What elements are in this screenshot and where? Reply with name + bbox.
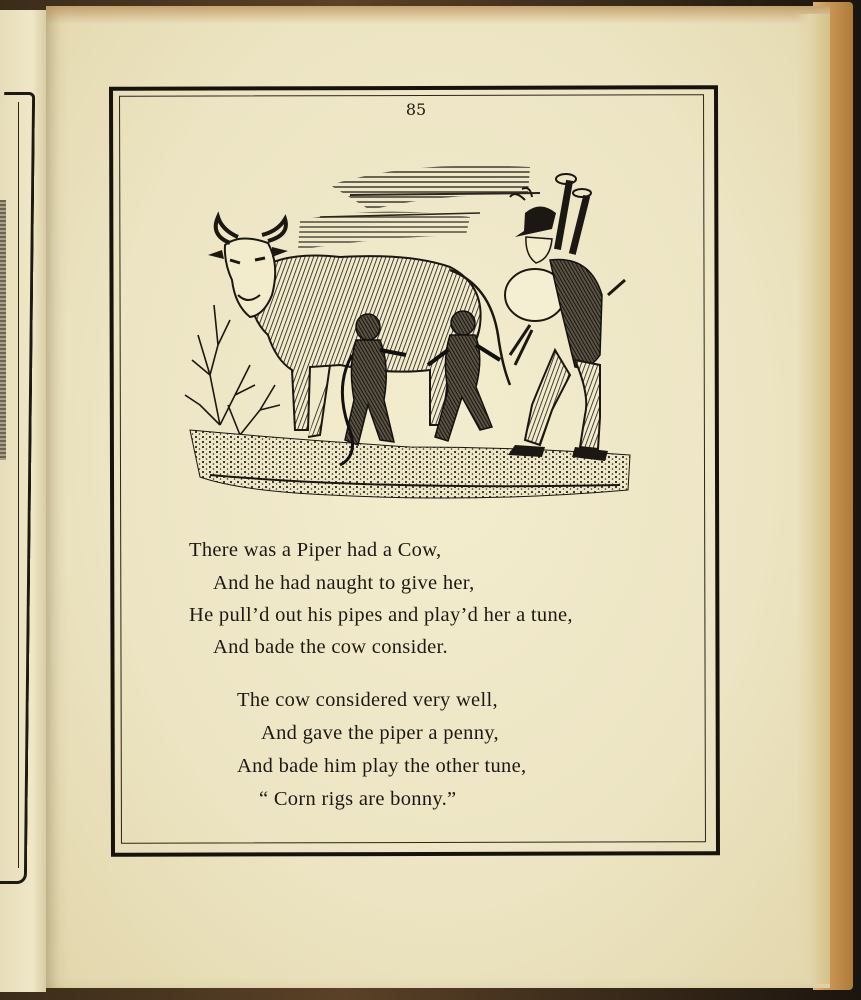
verse-1-line-3: He pull’d out his pipes and play’d her a tune, (189, 604, 573, 626)
piper (505, 174, 625, 461)
verse-1-line-1: There was a Piper had a Cow, (189, 539, 442, 561)
verse-1-line-4: And bade the cow consider. (213, 636, 448, 658)
verse-1-line-2: And he had naught to give her, (213, 572, 475, 594)
ground (190, 430, 630, 498)
woodcut-illustration (180, 155, 640, 510)
verse-2-line-2: And gave the piper a penny, (261, 722, 499, 744)
verse-2-line-1: The cow considered very well, (237, 689, 498, 711)
page-number: 85 (405, 100, 427, 119)
verse-2-line-3: And bade him play the other tune, (237, 755, 527, 777)
left-page-illustration-edge (0, 200, 6, 460)
verse-2-line-4: “ Corn rigs are bonny.” (259, 788, 457, 810)
sky-clouds (298, 165, 540, 250)
page-right-edge (796, 14, 830, 984)
page-top-stain (46, 6, 830, 24)
